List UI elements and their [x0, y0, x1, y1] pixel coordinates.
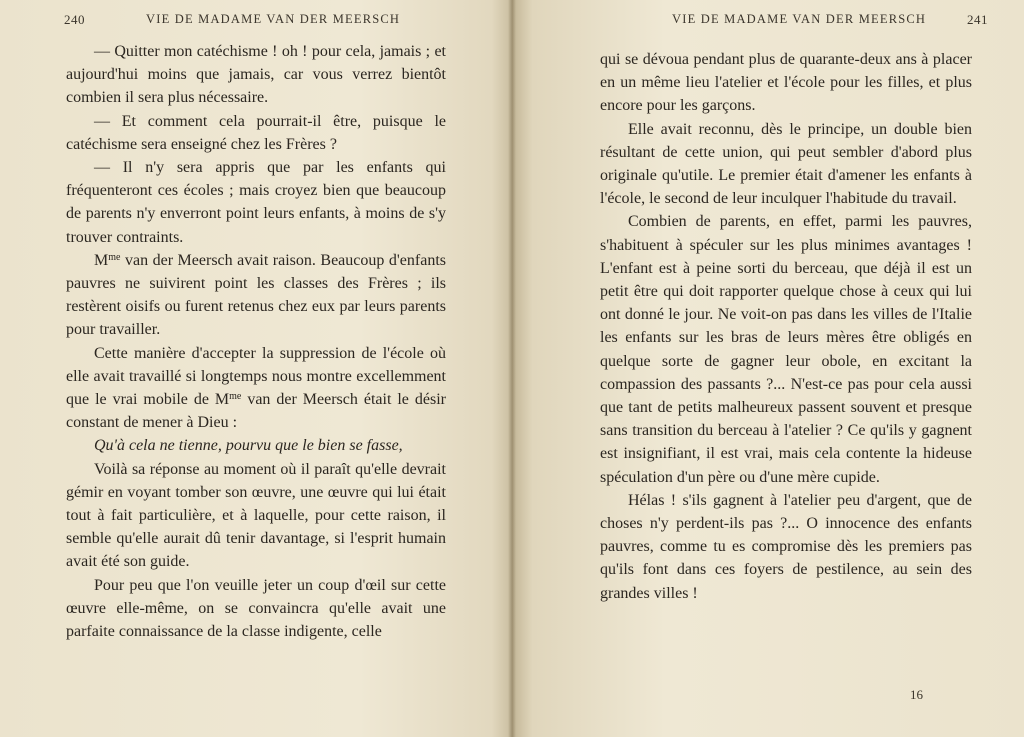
- left-running-head: VIE DE MADAME VAN DER MEERSCH: [146, 12, 401, 26]
- right-running-head: VIE DE MADAME VAN DER MEERSCH: [672, 12, 927, 26]
- right-page-number: 241: [967, 12, 988, 27]
- superscript: me: [108, 251, 121, 263]
- paragraph: [66, 342, 446, 435]
- paragraph: qui se dévoua pendant plus de quarante-deux ans à placer en un même lieu l'atelier et l'école pour les filles, et plus encore pour les garçons.: [600, 51, 972, 115]
- paragraph-body: Cette manière d'accepter la suppression de l'école où elle avait travaillé si longtemps nous montre excellemment que le vrai mobile de M: [66, 344, 446, 409]
- signature-mark: 16: [910, 687, 923, 702]
- paragraph: Elle avait reconnu, dès le principe, un double bien résultant de cette union, qui peut sembler d'abord plus originale qu'utile. Le premier était d'amener les enfants à l'école, le second de leur inculquer l'habitude du travail.: [600, 120, 972, 208]
- left-page-number: 240: [64, 12, 85, 27]
- paragraph: — Quitter mon catéchisme ! oh ! pour cela, jamais ; et aujourd'hui moins que jamais, car vous verrez bientôt combien il sera plus nécessaire.: [66, 43, 446, 107]
- paragraph: Pour peu que l'on veuille jeter un coup d'œil sur cette œuvre elle-même, on se convaincra qu'elle avait une parfaite connaissance de la classe indigente, celle: [66, 576, 446, 641]
- left-page-text: [66, 40, 446, 643]
- paragraph: Hélas ! s'ils gagnent à l'atelier peu d'argent, que de choses n'y perdent-ils pas ?... O innocence des enfants pauvres, comme tu es compromise dès les premiers pas qu'ils font dans ces foyers de pestilence, au sein des grandes villes !: [600, 491, 972, 602]
- paragraph: Voilà sa réponse au moment où il paraît qu'elle devrait gémir en voyant tomber son œuvre, une œuvre qui lui était tout à fait particulière, et à laquelle, pour cette raison, il semble qu'elle aurait dû tenir davantage, si l'esprit humain avait été son guide.: [66, 460, 446, 571]
- paragraph: — Et comment cela pourrait-il être, puisque le catéchisme sera enseigné chez les Frères ?: [66, 112, 446, 153]
- paragraph: [66, 249, 446, 342]
- book-gutter: [508, 0, 516, 737]
- italic-quote: Qu'à cela ne tienne, pourvu que le bien se fasse,: [94, 437, 403, 455]
- paragraph: Combien de parents, en effet, parmi les pauvres, s'habituent à spéculer sur les plus minimes avantages ! L'enfant est à peine sorti du berceau, que déjà il est un petit être qui doit rapporter quelque chose à ceux qui lui ont donné le jour. Ne voit-on pas dans les villes de l'Italie les enfants sur les bras de leurs mères être obligés en quelque sorte de gagner leur obole, en excitant la compassion des passants ?... N'est-ce pas pour cela aussi que tant de petits malheureux passent souvent et presque sans transition du berceau à l'atelier ? Ce qu'ils y gagnent est insignifiant, il est vrai, mais cela contente la hideuse spéculation d'un père ou d'une mère cupide.: [600, 213, 972, 486]
- superscript: me: [229, 391, 242, 403]
- paragraph-body: van der Meersch avait raison. Beaucoup d'enfants pauvres ne suivirent point les classes des Frères ; ils restèrent oisifs ou furent retenus chez eux par leurs parents pour travailler.: [66, 251, 446, 339]
- right-page-text: [600, 48, 972, 605]
- right-page: [512, 0, 1024, 737]
- abbrev-madame: M: [94, 251, 109, 269]
- paragraph: — Il n'y sera appris que par les enfants qui fréquenteront ces écoles ; mais croyez bien que beaucoup de parents n'y enverront point leurs enfants, à moins de s'y trouver contraints.: [66, 159, 446, 246]
- paragraph-body-continued: van der Meersch était le désir constant de mener à Dieu :: [66, 391, 446, 432]
